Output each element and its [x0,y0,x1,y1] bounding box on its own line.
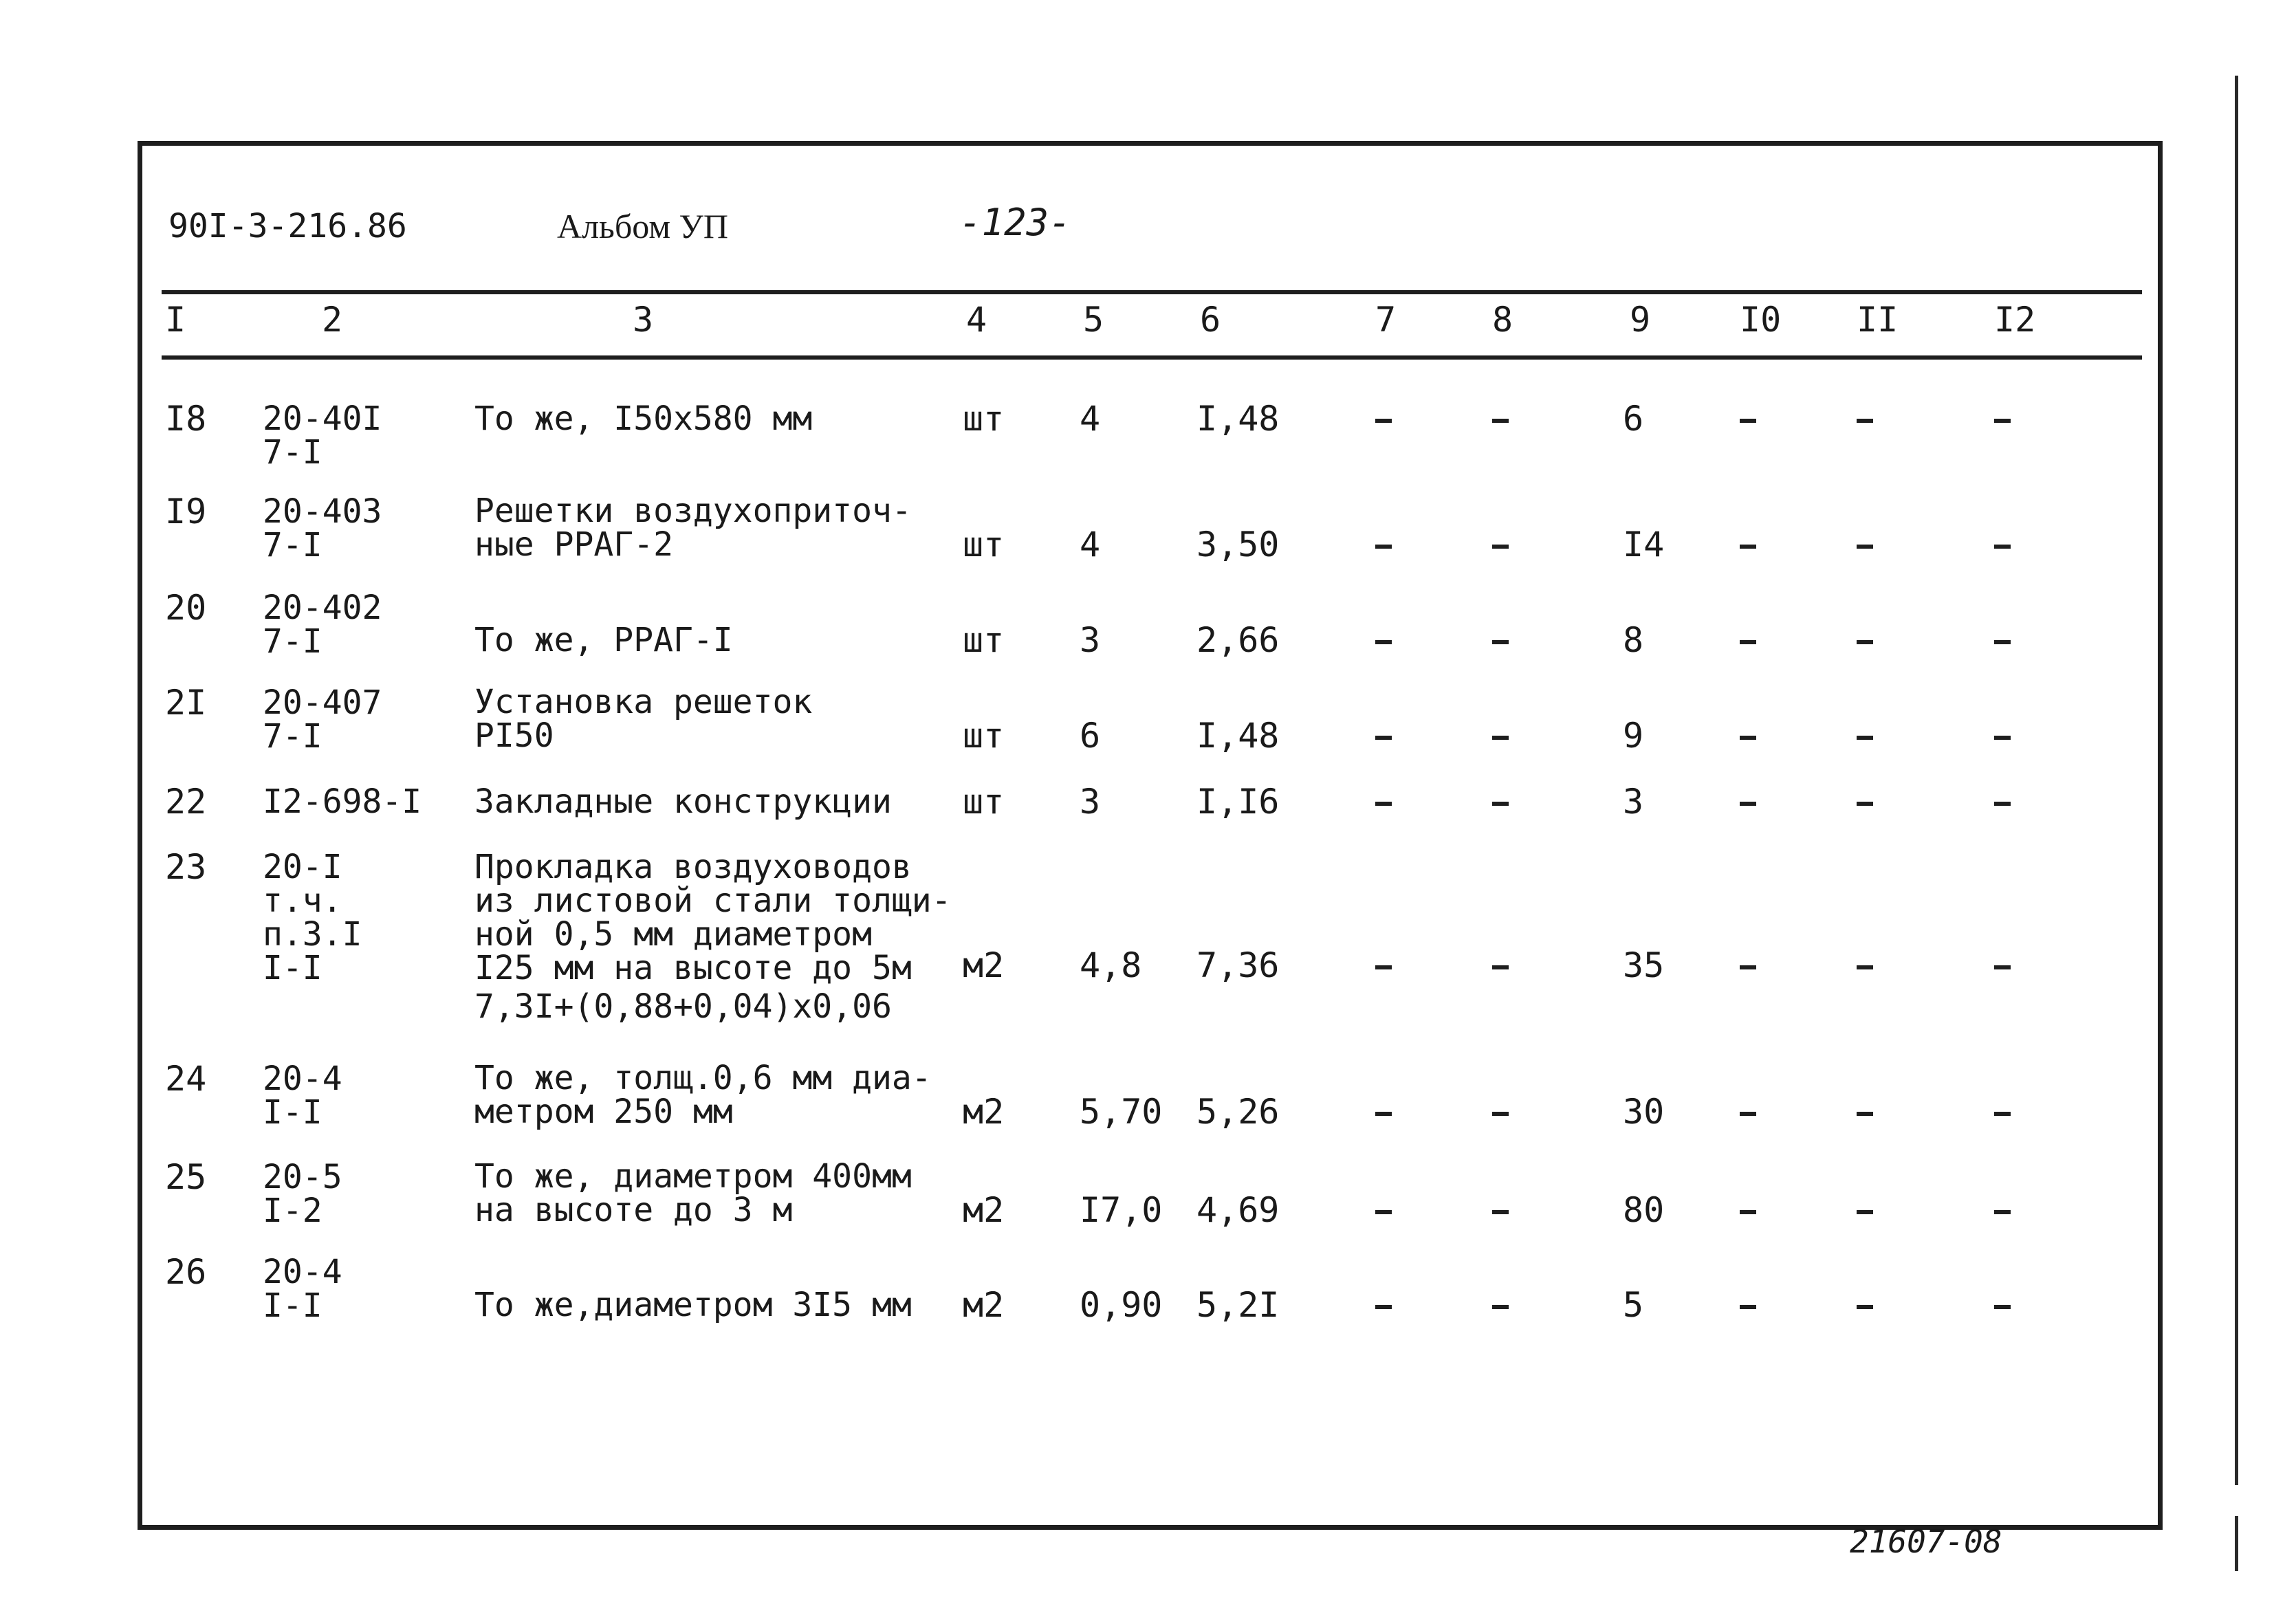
row-c10-dash [1740,1305,1756,1309]
row-c10-dash [1740,802,1756,806]
row-number: I8 [165,399,207,439]
row-col6-value: I,48 [1196,399,1280,439]
row-c8-dash [1492,736,1509,740]
row-work-description: Решетки воздухоприточ- ные РРАГ-2 [474,492,912,564]
album-title: Альбом УП [557,207,728,245]
row-c8-dash [1492,640,1509,644]
row-c12-dash [1994,1112,2011,1116]
row-c7-dash [1375,640,1392,644]
table-header-bottom-rule [162,355,2142,360]
row-c7-dash [1375,1210,1392,1214]
row-c9-value: 8 [1623,620,1644,660]
row-c12-dash [1994,1305,2011,1309]
row-c7-dash [1375,1112,1392,1116]
row-quantity: 6 [1080,716,1101,756]
row-c9-value: 35 [1623,945,1665,985]
row-norm-code: 20-407 7-I [263,683,382,756]
row-unit: м2 [963,1285,1005,1325]
row-number: 24 [165,1059,207,1099]
row-unit: м2 [963,1190,1005,1230]
row-work-description: То же, диаметром 400мм на высоте до 3 м [474,1157,912,1229]
row-c10-dash [1740,419,1756,423]
row-col6-value: 7,36 [1196,945,1280,985]
row-quantity: 4 [1080,525,1101,564]
row-col6-value: I,48 [1196,716,1280,756]
row-norm-code: 20-4 I-I [263,1253,342,1325]
row-c10-dash [1740,640,1756,644]
row-quantity: 3 [1080,782,1101,822]
row-c12-dash [1994,640,2011,644]
row-unit: шт [963,525,1005,564]
column-header-1: I [165,300,186,340]
row-quantity: 4 [1080,399,1101,439]
row-unit: шт [963,399,1005,439]
row-c10-dash [1740,1210,1756,1214]
column-header-7: 7 [1375,300,1397,340]
row-c9-value: 5 [1623,1285,1644,1325]
row-c8-dash [1492,419,1509,423]
row-c10-dash [1740,736,1756,740]
row-norm-code: 20-4 I-I [263,1060,342,1132]
row-c9-value: 9 [1623,716,1644,756]
row-c9-value: I4 [1623,525,1665,564]
row-c8-dash [1492,802,1509,806]
row-c11-dash [1857,736,1873,740]
row-c12-dash [1994,802,2011,806]
column-header-6: 6 [1200,300,1221,340]
row-c9-value: 6 [1623,399,1644,439]
column-header-2: 2 [322,300,343,340]
row-quantity: 4,8 [1080,945,1142,985]
row-work-description: То же, I50х580 мм [474,399,813,438]
table-header-top-rule [162,290,2142,294]
row-c11-dash [1857,640,1873,644]
page-edge-mark [2235,1516,2238,1571]
row-number: I9 [165,492,207,531]
row-c11-dash [1857,1305,1873,1309]
page-edge-line [2235,76,2238,1485]
row-c7-dash [1375,545,1392,549]
row-c8-dash [1492,1210,1509,1214]
row-col6-value: 4,69 [1196,1190,1280,1230]
row-c10-dash [1740,1112,1756,1116]
row-norm-code: 20-I т.ч. п.3.I I-I [263,848,362,987]
row-c7-dash [1375,419,1392,423]
row-norm-code: 20-5 I-2 [263,1158,342,1230]
row-number: 26 [165,1252,207,1292]
row-work-description: Установка решеток РI50 [474,683,813,755]
document-code: 90I-3-216.86 [168,207,407,245]
row-c7-dash [1375,736,1392,740]
row-work-description: Закладные конструкции [474,782,892,821]
row-col6-value: I,I6 [1196,782,1280,822]
row-c11-dash [1857,802,1873,806]
row-unit: м2 [963,1092,1005,1132]
row-c8-dash [1492,545,1509,549]
row-norm-code: 20-40I 7-I [263,399,382,472]
row-unit: м2 [963,945,1005,985]
column-header-9: 9 [1630,300,1651,340]
row-c11-dash [1857,419,1873,423]
column-header-8: 8 [1492,300,1513,340]
row-c7-dash [1375,965,1392,969]
column-header-11: II [1857,300,1899,340]
row-col6-value: 5,2I [1196,1285,1280,1325]
row-c10-dash [1740,965,1756,969]
row-norm-code: I2-698-I [263,782,422,821]
row-c12-dash [1994,965,2011,969]
column-header-4: 4 [966,300,987,340]
row-c10-dash [1740,545,1756,549]
row-c9-value: 30 [1623,1092,1665,1132]
inventory-stamp: 21607-08 [1850,1523,2002,1560]
row-c8-dash [1492,965,1509,969]
row-c8-dash [1492,1305,1509,1309]
row-number: 2I [165,683,207,723]
row-col6-value: 2,66 [1196,620,1280,660]
row-c11-dash [1857,1210,1873,1214]
row-c11-dash [1857,965,1873,969]
column-header-5: 5 [1083,300,1104,340]
row-quantity: 0,90 [1080,1285,1163,1325]
row-c11-dash [1857,545,1873,549]
row-c7-dash [1375,1305,1392,1309]
row-number: 25 [165,1157,207,1197]
row-number: 22 [165,782,207,822]
row-c9-value: 3 [1623,782,1644,822]
row-c12-dash [1994,419,2011,423]
row-c12-dash [1994,545,2011,549]
row-c12-dash [1994,736,2011,740]
row-work-description: То же,диаметром 3I5 мм [474,1286,912,1324]
row-quantity: I7,0 [1080,1190,1163,1230]
row-number: 20 [165,588,207,628]
row-work-description: То же, РРАГ-I [474,621,733,659]
column-header-3: 3 [633,300,654,340]
row-work-description: То же, толщ.0,6 мм диа- метром 250 мм [474,1059,932,1131]
row-c12-dash [1994,1210,2011,1214]
row-col6-value: 5,26 [1196,1092,1280,1132]
row-work-description: Прокладка воздуховодов из листовой стали толщи- ной 0,5 мм диаметром I25 мм на высоте до 5м [474,848,952,987]
row-c7-dash [1375,802,1392,806]
row-c11-dash [1857,1112,1873,1116]
row-c8-dash [1492,1112,1509,1116]
row-unit: шт [963,716,1005,756]
row-unit: шт [963,782,1005,822]
row-quantity: 5,70 [1080,1092,1163,1132]
column-header-12: I2 [1994,300,2036,340]
column-header-10: I0 [1740,300,1782,340]
row-calculation-formula: 7,3I+(0,88+0,04)х0,06 [474,987,892,1026]
row-quantity: 3 [1080,620,1101,660]
page-number: -123- [959,201,1071,244]
row-c9-value: 80 [1623,1190,1665,1230]
row-number: 23 [165,847,207,887]
row-norm-code: 20-403 7-I [263,492,382,564]
row-norm-code: 20-402 7-I [263,589,382,661]
row-col6-value: 3,50 [1196,525,1280,564]
row-unit: шт [963,620,1005,660]
